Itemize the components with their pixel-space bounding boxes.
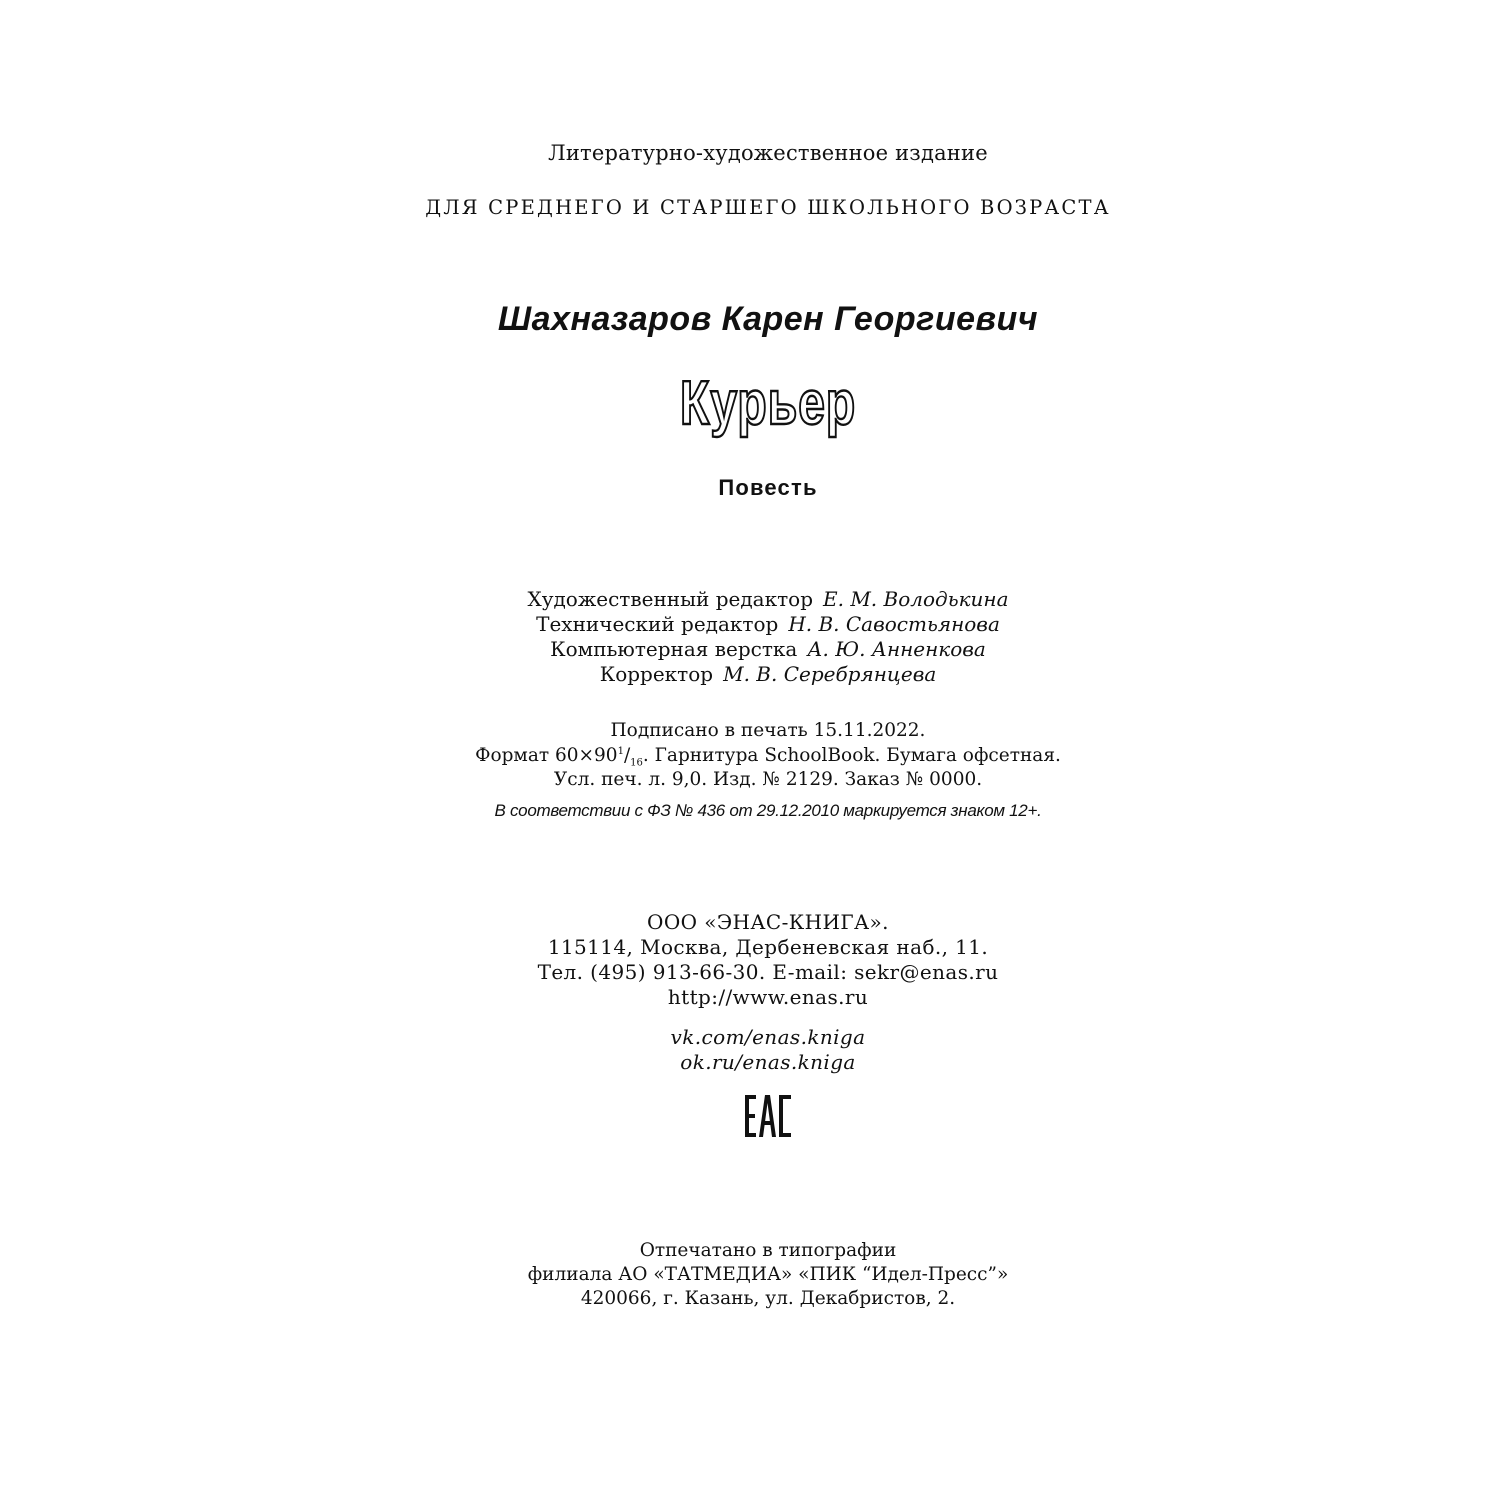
printer-line: филиала АО «ТАТМЕДИА» «ПИК “Идел-Пресс”» bbox=[527, 1264, 1009, 1285]
publisher-address: 115114, Москва, Дербеневская наб., 11. bbox=[547, 935, 989, 959]
format-suffix: . Гарнитура SchoolBook. Бумага офсетная. bbox=[642, 745, 1061, 766]
printer-line: Отпечатано в типографии bbox=[639, 1240, 897, 1261]
print-sheets: Усл. печ. л. 9,0. Изд. № 2129. Заказ № 0000. bbox=[553, 769, 983, 790]
credit-name: Н. В. Савостьянова bbox=[788, 612, 1000, 636]
credit-line bbox=[0, 662, 1500, 686]
social-link-ok: ok.ru/enas.kniga bbox=[680, 1050, 856, 1074]
book-title: Курьер bbox=[679, 369, 857, 438]
publisher-name: ООО «ЭНАС-КНИГА». bbox=[647, 910, 889, 934]
format-line bbox=[0, 745, 1500, 769]
signed-to-print: Подписано в печать 15.11.2022. bbox=[610, 720, 926, 741]
age-rating-note: В соответствии с ФЗ № 436 от 29.12.2010 маркируется знаком 12+. bbox=[494, 801, 1042, 820]
credit-line bbox=[0, 612, 1500, 636]
edition-type: Литературно-художественное издание bbox=[548, 141, 988, 165]
credit-role: Компьютерная верстка bbox=[550, 637, 798, 661]
book-genre: Повесть bbox=[718, 475, 818, 500]
publisher-contacts: Тел. (495) 913-66-30. E-mail: sekr@enas.ru bbox=[537, 960, 999, 984]
credit-name: М. В. Серебрянцева bbox=[723, 662, 937, 686]
credit-name: Е. М. Володькина bbox=[823, 587, 1009, 611]
format-slash: / bbox=[623, 745, 631, 766]
format-sub: 16 bbox=[630, 757, 643, 769]
format-prefix: Формат 60×90 bbox=[475, 745, 618, 766]
publisher-website: http://www.enas.ru bbox=[667, 985, 869, 1009]
age-group: ДЛЯ СРЕДНЕГО И СТАРШЕГО ШКОЛЬНОГО ВОЗРАСТА bbox=[425, 196, 1111, 219]
credit-role: Корректор bbox=[599, 662, 714, 686]
social-link-vk: vk.com/enas.kniga bbox=[670, 1025, 866, 1049]
credit-line bbox=[0, 637, 1500, 661]
format-sup: 1 bbox=[617, 745, 624, 757]
eac-mark-icon bbox=[745, 1095, 791, 1137]
credit-name: А. Ю. Анненкова bbox=[807, 637, 986, 661]
credit-role: Технический редактор bbox=[536, 612, 779, 636]
credit-line bbox=[0, 587, 1500, 611]
author-name: Шахназаров Карен Георгиевич bbox=[497, 300, 1039, 338]
credit-role: Художественный редактор bbox=[527, 587, 813, 611]
printer-line: 420066, г. Казань, ул. Декабристов, 2. bbox=[580, 1288, 956, 1309]
